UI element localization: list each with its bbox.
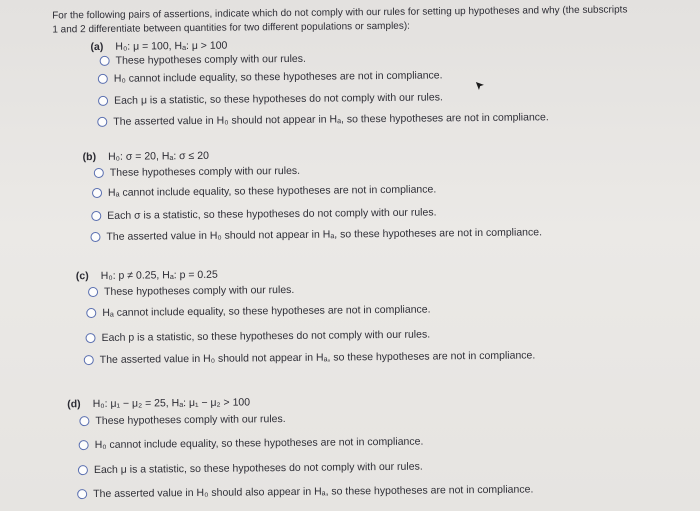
question-a-option-3[interactable] bbox=[98, 91, 443, 107]
instructions bbox=[52, 3, 692, 38]
question-b-option-1[interactable] bbox=[94, 165, 300, 179]
radio-button-icon[interactable] bbox=[88, 287, 98, 297]
question-b-hypotheses: H₀: σ = 20, Hₐ: σ ≤ 20 bbox=[108, 149, 209, 163]
question-c-hypotheses: H₀: p ≠ 0.25, Hₐ: p = 0.25 bbox=[100, 268, 218, 282]
question-d-header bbox=[67, 396, 250, 410]
option-label: Hₐ cannot include equality, so these hypotheses are not in compliance. bbox=[107, 183, 437, 199]
radio-button-icon[interactable] bbox=[98, 96, 108, 106]
question-a-option-4[interactable] bbox=[97, 111, 549, 128]
question-d-option-4[interactable] bbox=[77, 483, 533, 500]
question-a-hypotheses: H₀: μ = 100, Hₐ: μ > 100 bbox=[115, 39, 228, 53]
radio-button-icon[interactable] bbox=[100, 56, 110, 66]
option-label: The asserted value in H₀ should not appear in Hₐ, so these hypotheses are not in compliance. bbox=[113, 111, 549, 128]
question-c-option-3[interactable] bbox=[85, 329, 430, 345]
question-c-label: (c) bbox=[75, 270, 89, 283]
radio-button-icon[interactable] bbox=[79, 416, 89, 426]
question-c-option-2[interactable] bbox=[86, 304, 430, 320]
option-label: The asserted value in H₀ should also appear in Hₐ, so these hypotheses are not in compliance. bbox=[93, 483, 534, 501]
option-label: H₀ cannot include equality, so these hypotheses are not in compliance. bbox=[113, 69, 443, 85]
question-b-option-2[interactable] bbox=[92, 183, 436, 199]
radio-button-icon[interactable] bbox=[97, 117, 107, 127]
option-label: These hypotheses comply with our rules. bbox=[103, 283, 295, 298]
question-d-hypotheses: H₀: μ₁ − μ₂ = 25, Hₐ: μ₁ − μ₂ > 100 bbox=[92, 396, 251, 411]
mouse-pointer-icon bbox=[475, 81, 485, 91]
question-d-label: (d) bbox=[67, 398, 81, 411]
instructions-line-2: 1 and 2 differentiate between quantities for two different populations or samples): bbox=[52, 20, 410, 36]
option-label: The asserted value in H₀ should not appear in Hₐ, so these hypotheses are not in compliance. bbox=[99, 349, 536, 366]
radio-button-icon[interactable] bbox=[78, 465, 88, 475]
question-b-option-4[interactable] bbox=[90, 226, 542, 243]
radio-button-icon[interactable] bbox=[84, 355, 94, 365]
option-label: Each μ is a statistic, so these hypotheses do not comply with our rules. bbox=[113, 91, 443, 107]
radio-button-icon[interactable] bbox=[85, 333, 95, 343]
question-a-option-2[interactable] bbox=[98, 69, 443, 85]
question-d-option-2[interactable] bbox=[79, 436, 424, 452]
radio-button-icon[interactable] bbox=[90, 232, 100, 242]
option-label: The asserted value in H₀ should not appear in Hₐ, so these hypotheses are not in compliance. bbox=[106, 226, 543, 243]
option-label: Each p is a statistic, so these hypotheses do not comply with our rules. bbox=[101, 328, 431, 344]
radio-button-icon[interactable] bbox=[94, 168, 104, 178]
option-label: These hypotheses comply with our rules. bbox=[109, 164, 301, 179]
question-c-header bbox=[76, 269, 218, 282]
question-c-option-1[interactable] bbox=[88, 284, 294, 298]
instructions-line-1: For the following pairs of assertions, indicate which do not comply with our rules for setting up hypotheses and why (the subscripts bbox=[52, 4, 628, 22]
radio-button-icon[interactable] bbox=[91, 211, 101, 221]
option-label: These hypotheses comply with our rules. bbox=[115, 52, 306, 67]
option-label: Each μ is a statistic, so these hypotheses do not comply with our rules. bbox=[93, 460, 423, 477]
radio-button-icon[interactable] bbox=[79, 440, 89, 450]
radio-button-icon[interactable] bbox=[98, 74, 108, 84]
question-b-label: (b) bbox=[82, 151, 97, 164]
option-label: Each σ is a statistic, so these hypotheses do not comply with our rules. bbox=[107, 206, 437, 222]
question-a-header bbox=[90, 40, 227, 53]
radio-button-icon[interactable] bbox=[92, 188, 102, 198]
radio-button-icon[interactable] bbox=[86, 308, 96, 318]
question-b-option-3[interactable] bbox=[91, 206, 436, 222]
question-d-option-3[interactable] bbox=[78, 461, 423, 477]
radio-button-icon[interactable] bbox=[77, 489, 87, 499]
option-label: These hypotheses comply with our rules. bbox=[95, 413, 286, 428]
question-b-header bbox=[83, 150, 209, 163]
question-a-label: (a) bbox=[90, 40, 104, 54]
question-c-option-4[interactable] bbox=[84, 349, 536, 366]
question-a-option-1[interactable] bbox=[100, 53, 306, 67]
option-label: Hₐ cannot include equality, so these hypotheses are not in compliance. bbox=[102, 303, 431, 319]
option-label: H₀ cannot include equality, so these hypotheses are not in compliance. bbox=[94, 435, 424, 452]
question-d-option-1[interactable] bbox=[79, 413, 285, 427]
